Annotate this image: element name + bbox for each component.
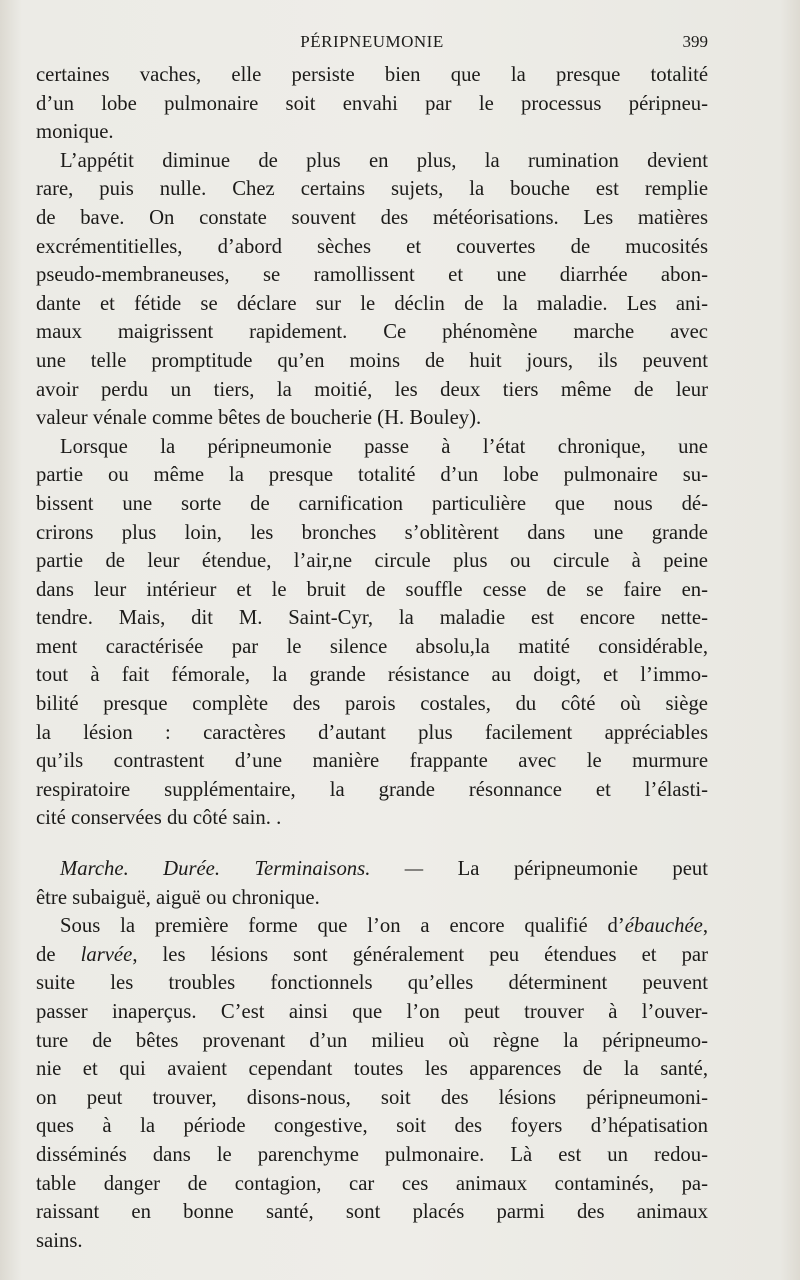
text-line: table danger de contagion, car ces animaux contaminés, pa- <box>36 1172 708 1195</box>
text-line <box>36 912 708 941</box>
text-line: Lorsque la péripneumonie passe à l’état chronique, une <box>60 435 708 458</box>
text-line: partie de leur étendue, l’air,ne circule plus ou circule à peine <box>36 550 708 573</box>
text-line: cité conservées du côté sain. . <box>36 807 282 830</box>
text-line: la lésion : caractères d’autant plus facilement appréciables <box>36 721 708 744</box>
text-line: dante et fétide se déclare sur le déclin de la maladie. Les ani- <box>36 292 708 315</box>
text-line: maux maigrissent rapidement. Ce phénomène marche avec <box>36 321 708 344</box>
text-line: ques à la période congestive, soit des foyers d’hépatisation <box>36 1115 708 1138</box>
text-line: nie et qui avaient cependant toutes les apparences de la santé, <box>36 1058 708 1081</box>
text-line: bissent une sorte de carnification particulière que nous dé- <box>36 492 708 515</box>
section-marche <box>36 855 708 912</box>
text-run: , <box>702 915 708 938</box>
text-line: qu’ils contrastent d’une manière frappante avec le murmure <box>36 750 708 773</box>
page-header <box>36 30 708 58</box>
text-line: bilité presque complète des parois costales, du côté où siège <box>36 693 708 716</box>
text-line: de bave. On constate souvent des météorisations. Les matières <box>36 206 708 229</box>
paragraph-forms <box>36 912 708 1255</box>
text-line: ture de bêtes provenant d’un milieu où règne la péripneumo- <box>36 1029 708 1052</box>
text-line: être subaiguë, aiguë ou chronique. <box>36 886 320 909</box>
running-title: PÉRIPNEUMONIE <box>300 32 444 51</box>
text-line: sains. <box>36 1229 83 1252</box>
text-line: on peut trouver, disons-nous, soit des lésions péripneumoni- <box>36 1086 708 1109</box>
text-line: respiratoire supplémentaire, la grande résonnance et l’élasti- <box>36 778 708 801</box>
text-line: partie ou même la presque totalité d’un lobe pulmonaire su- <box>36 464 708 487</box>
text-line: excrémentitielles, d’abord sèches et couvertes de mucosités <box>36 235 708 258</box>
text-line: valeur vénale comme bêtes de boucherie (H. Bouley). <box>36 407 482 430</box>
italic-term: ébauchée <box>624 915 703 938</box>
text-line: tendre. Mais, dit M. Saint-Cyr, la maladie est encore nette- <box>36 607 708 630</box>
paragraph-appetite <box>36 147 708 433</box>
text-line: ment caractérisée par le silence absolu,la matité considérable, <box>36 635 708 658</box>
text-line: certaines vaches, elle persiste bien que la presque totalité <box>36 64 708 86</box>
text-line: dans leur intérieur et le bruit de souffle cesse de se faire en- <box>36 578 708 601</box>
text-line: raissant en bonne santé, sont placés parmi des animaux <box>36 1201 708 1224</box>
italic-term: larvée <box>80 943 133 966</box>
text-line: suite les troubles fonctionnels qu’elles déterminent peuvent <box>36 972 708 995</box>
text-line: rare, puis nulle. Chez certains sujets, la bouche est remplie <box>36 178 708 201</box>
section-heading: Marche. Durée. Terminaisons. — <box>60 858 424 881</box>
text-run: , les lésions sont généralement peu étendues et par <box>132 943 708 966</box>
paragraph-continuation <box>36 61 708 147</box>
text-line: monique. <box>36 121 114 144</box>
text-run: de <box>36 943 81 966</box>
text-line: disséminés dans le parenchyme pulmonaire. Là est un redou- <box>36 1143 708 1166</box>
paragraph-chronic <box>36 433 708 833</box>
section-heading-line <box>36 855 708 884</box>
page-body <box>36 61 708 1255</box>
page-number: 399 <box>682 32 708 51</box>
text-line: pseudo-membraneuses, se ramollissent et une diarrhée abon- <box>36 264 708 287</box>
text-line <box>36 941 708 970</box>
text-line: tout à fait fémorale, la grande résistance au doigt, et l’immo- <box>36 664 708 687</box>
text-line: crirons plus loin, les bronches s’oblitèrent dans une grande <box>36 521 708 544</box>
text-line: d’un lobe pulmonaire soit envahi par le processus péripneu- <box>36 92 708 115</box>
text-line: L’appétit diminue de plus en plus, la rumination devient <box>60 149 708 172</box>
section-gap <box>36 833 708 855</box>
text-line: avoir perdu un tiers, la moitié, les deux tiers même de leur <box>36 378 708 401</box>
section-heading-text: La péripneumonie peut <box>457 858 708 881</box>
text-run: Sous la première forme que l’on a encore qualifié d’ <box>60 915 625 938</box>
text-line: passer inaperçus. C’est ainsi que l’on peut trouver à l’ouver- <box>36 1001 708 1023</box>
text-line: une telle promptitude qu’en moins de huit jours, ils peuvent <box>36 349 708 372</box>
